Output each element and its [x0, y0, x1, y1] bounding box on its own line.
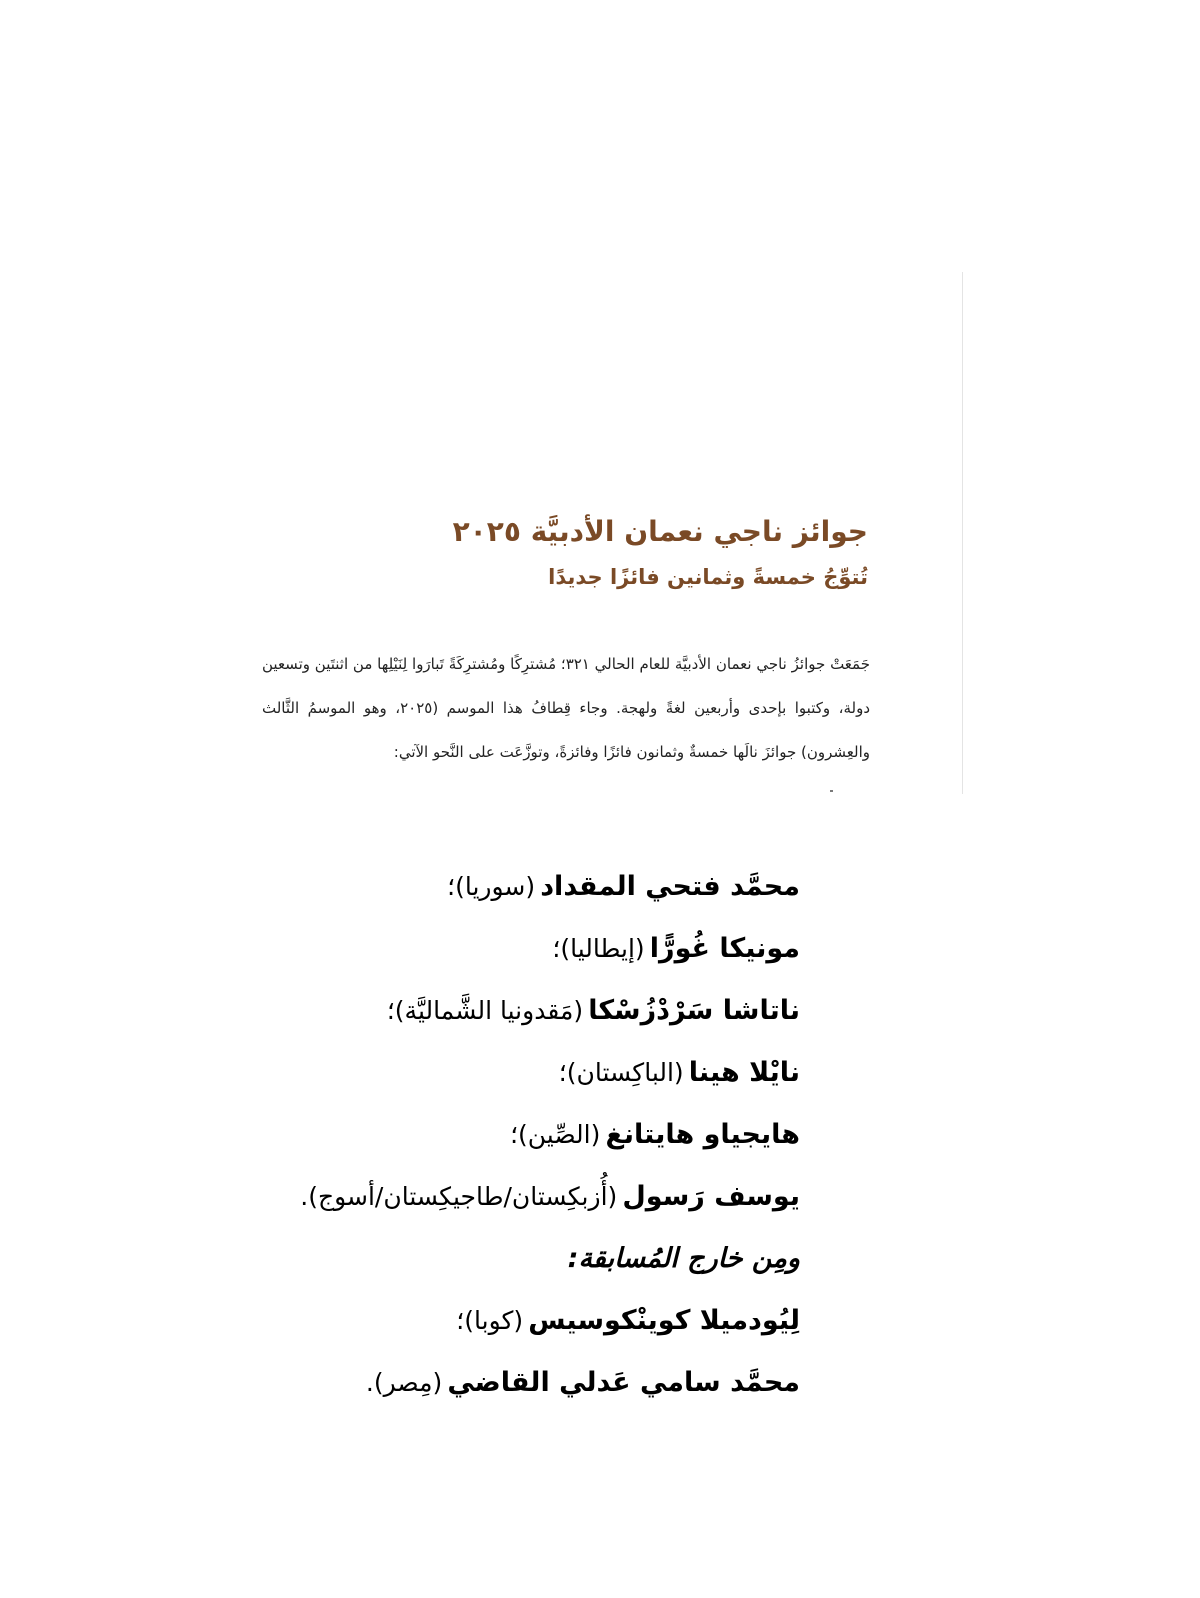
- article-subtitle: تُتوِّجُ خمسةً وثمانين فائزًا جديدًا: [548, 565, 868, 589]
- winner-country: (الصِّين)؛: [510, 1120, 601, 1149]
- winner-name: لِيُودميلا كوينْكوسيس: [528, 1305, 800, 1336]
- list-item: [180, 1292, 800, 1354]
- list-item: [180, 1168, 800, 1230]
- list-item: [180, 1354, 800, 1416]
- list-item: [180, 920, 800, 982]
- list-item: [180, 1106, 800, 1168]
- article-intro: جَمَعَتْ جوائزُ ناجي نعمان الأدبيَّة للعام الحالي ٣٢١؛ مُشترِكًا ومُشترِكَةً تَبارَوا لِنَيْلِها من اثنتَين وتسعين دولة، وكتبوا بإحدى وأربعين لغةً ولهجة. وجاء قِطافُ هذا الموسم (٢٠٢٥، وهو الموسمُ الثَّالث والعِشرون) جوائزَ نالَها خمسةٌ وثمانون فائزًا وفائزةً، وتوزَّعَت على النَّحو الآتي:: [262, 655, 870, 761]
- article-header: [308, 510, 868, 594]
- winner-country: (مِصر).: [365, 1368, 443, 1397]
- winner-country: (الباكِستان)؛: [558, 1058, 684, 1087]
- winner-country: (إيطاليا)؛: [552, 934, 645, 963]
- winner-name: مونيكا غُورًّا: [649, 933, 800, 964]
- winner-country: (مَقدونيا الشَّماليَّة)؛: [386, 996, 584, 1025]
- winner-name: نايْلا هينا: [688, 1057, 800, 1088]
- winner-country: (أُزبكِستان/طاجيكِستان/أسوج).: [300, 1182, 618, 1211]
- stray-mark: [830, 790, 833, 792]
- vertical-divider: [962, 272, 963, 794]
- article-title: جوائز ناجي نعمان الأدبيَّة ٢٠٢٥: [452, 515, 868, 548]
- winner-name: هايجياو هايتانغ: [605, 1119, 800, 1150]
- winner-name: محمَّد فتحي المقداد: [540, 871, 800, 902]
- winner-country: (كوبا)؛: [456, 1306, 524, 1335]
- list-item: [180, 858, 800, 920]
- winner-name: يوسف رَسول: [622, 1181, 800, 1212]
- winner-name: ناتاشا سَرْدْزُسْكا: [588, 995, 800, 1026]
- winner-name: محمَّد سامي عَدلي القاضي: [447, 1367, 800, 1398]
- list-item: [180, 1044, 800, 1106]
- winners-list: [180, 858, 800, 1416]
- outside-competition-heading: ومِن خارج المُسابقة:: [567, 1243, 800, 1274]
- winner-country: (سوريا)؛: [447, 872, 536, 901]
- list-item: [180, 982, 800, 1044]
